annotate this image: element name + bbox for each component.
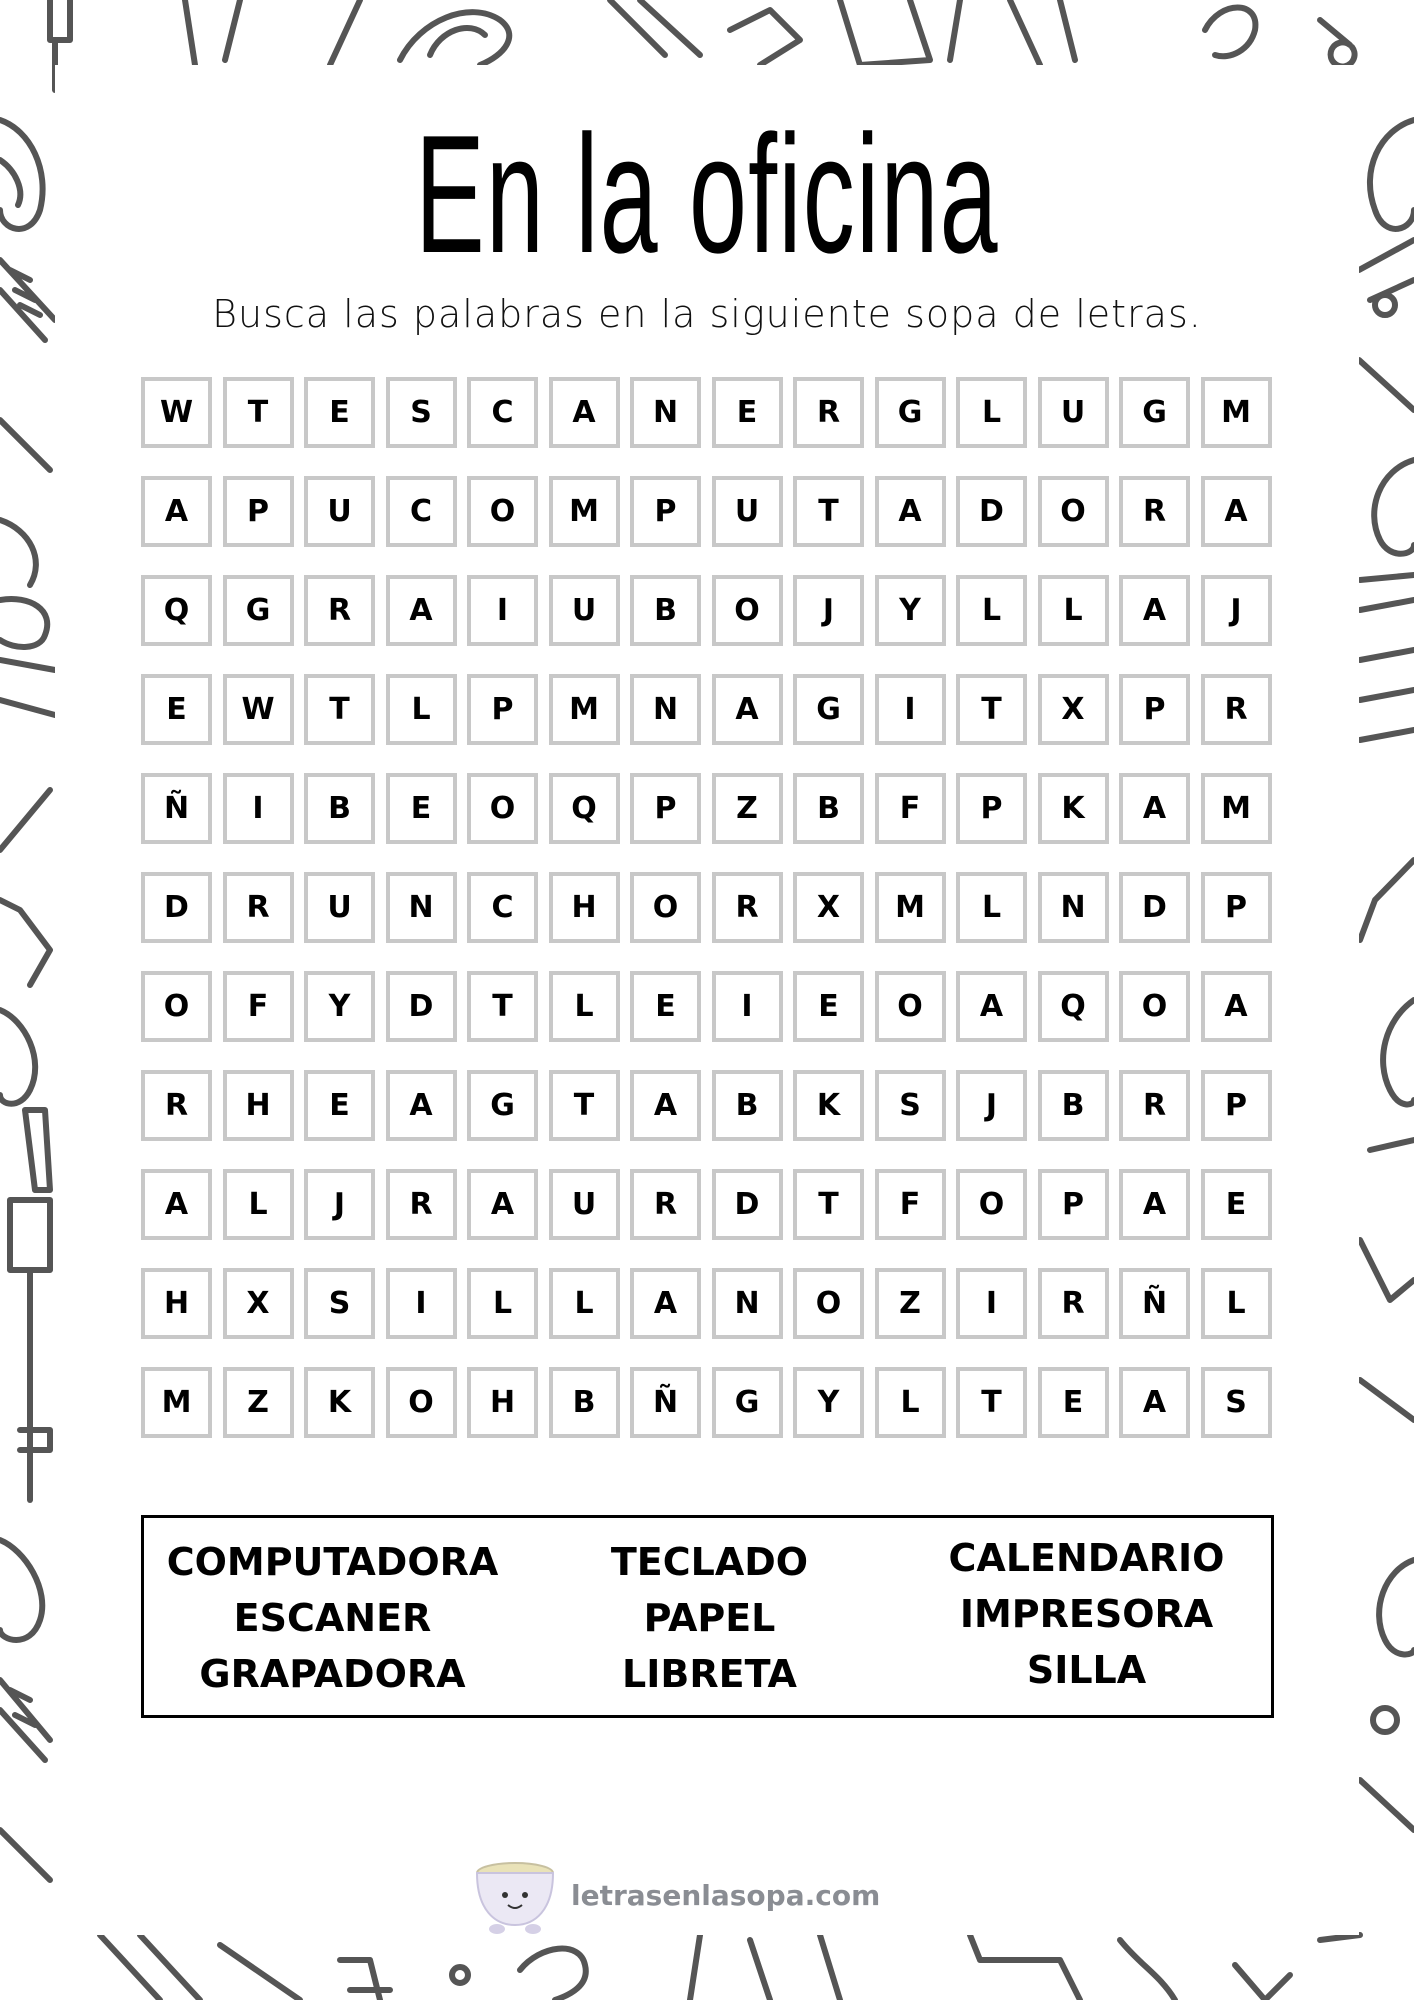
grid-cell: T (304, 674, 375, 745)
grid-cell: Z (712, 773, 783, 844)
word-list-column (144, 1534, 521, 1702)
grid-cell: T (793, 476, 864, 547)
grid-cell: T (956, 674, 1027, 745)
grid-cell: R (1119, 1070, 1190, 1141)
grid-cell: N (630, 674, 701, 745)
grid-cell: H (223, 1070, 294, 1141)
word-list-item: CALENDARIO (948, 1536, 1225, 1580)
grid-cell: U (712, 476, 783, 547)
grid-cell: M (141, 1367, 212, 1438)
word-list-item: SILLA (1026, 1648, 1147, 1692)
grid-cell: N (712, 1268, 783, 1339)
grid-cell: R (141, 1070, 212, 1141)
grid-cell: I (223, 773, 294, 844)
grid-cell: S (386, 377, 457, 448)
grid-cell: M (549, 476, 620, 547)
grid-cell: L (467, 1268, 538, 1339)
grid-cell: O (630, 872, 701, 943)
grid-cell: A (1119, 1169, 1190, 1240)
grid-cell: I (386, 1268, 457, 1339)
grid-cell: K (304, 1367, 375, 1438)
grid-cell: P (1038, 1169, 1109, 1240)
grid-cell: N (630, 377, 701, 448)
grid-cell: A (875, 476, 946, 547)
grid-cell: C (467, 872, 538, 943)
grid-cell: D (712, 1169, 783, 1240)
grid-cell: D (386, 971, 457, 1042)
grid-cell: A (1119, 575, 1190, 646)
word-list-box (141, 1515, 1274, 1718)
word-search-grid (141, 377, 1274, 1438)
grid-cell: E (1201, 1169, 1272, 1240)
grid-cell: Z (223, 1367, 294, 1438)
grid-cell: N (386, 872, 457, 943)
grid-cell: J (956, 1070, 1027, 1141)
grid-cell: P (630, 476, 701, 547)
grid-cell: L (223, 1169, 294, 1240)
grid-cell: M (1201, 377, 1272, 448)
grid-cell: W (223, 674, 294, 745)
grid-cell: A (1201, 476, 1272, 547)
grid-cell: O (141, 971, 212, 1042)
grid-cell: T (223, 377, 294, 448)
grid-cell: Q (1038, 971, 1109, 1042)
grid-cell: D (1119, 872, 1190, 943)
grid-cell: H (141, 1268, 212, 1339)
grid-cell: P (1119, 674, 1190, 745)
grid-cell: Q (141, 575, 212, 646)
grid-cell: M (1201, 773, 1272, 844)
grid-cell: B (1038, 1070, 1109, 1141)
grid-cell: L (1038, 575, 1109, 646)
word-list-item: IMPRESORA (959, 1592, 1214, 1636)
word-list-column (898, 1530, 1275, 1698)
grid-cell: E (793, 971, 864, 1042)
grid-cell: R (1201, 674, 1272, 745)
grid-cell: P (956, 773, 1027, 844)
word-list-item: COMPUTADORA (166, 1540, 499, 1584)
grid-cell: H (467, 1367, 538, 1438)
grid-cell: P (223, 476, 294, 547)
grid-cell: R (386, 1169, 457, 1240)
grid-cell: N (1038, 872, 1109, 943)
grid-cell: A (386, 1070, 457, 1141)
grid-cell: L (549, 1268, 620, 1339)
grid-cell: L (956, 575, 1027, 646)
page-title: En la oficina (415, 100, 999, 288)
grid-cell: R (630, 1169, 701, 1240)
grid-cell: O (467, 476, 538, 547)
grid-cell: Ñ (141, 773, 212, 844)
grid-cell: A (141, 476, 212, 547)
grid-cell: A (712, 674, 783, 745)
grid-cell: B (549, 1367, 620, 1438)
grid-cell: I (956, 1268, 1027, 1339)
grid-cell: T (549, 1070, 620, 1141)
grid-cell: U (304, 476, 375, 547)
grid-cell: B (304, 773, 375, 844)
grid-cell: A (141, 1169, 212, 1240)
grid-cell: F (875, 773, 946, 844)
grid-cell: A (1119, 773, 1190, 844)
grid-cell: A (467, 1169, 538, 1240)
grid-cell: O (1038, 476, 1109, 547)
grid-cell: A (956, 971, 1027, 1042)
grid-cell: G (793, 674, 864, 745)
grid-cell: T (956, 1367, 1027, 1438)
grid-cell: R (1119, 476, 1190, 547)
grid-cell: A (1201, 971, 1272, 1042)
grid-cell: R (304, 575, 375, 646)
grid-cell: E (141, 674, 212, 745)
grid-cell: P (467, 674, 538, 745)
grid-cell: O (467, 773, 538, 844)
grid-cell: Z (875, 1268, 946, 1339)
grid-cell: E (630, 971, 701, 1042)
grid-cell: J (793, 575, 864, 646)
grid-cell: L (956, 377, 1027, 448)
grid-cell: A (386, 575, 457, 646)
grid-cell: Y (793, 1367, 864, 1438)
grid-cell: U (549, 1169, 620, 1240)
grid-cell: L (956, 872, 1027, 943)
grid-cell: T (793, 1169, 864, 1240)
grid-cell: X (1038, 674, 1109, 745)
grid-cell: A (549, 377, 620, 448)
grid-cell: O (956, 1169, 1027, 1240)
word-list-item: TECLADO (610, 1540, 809, 1584)
grid-cell: C (386, 476, 457, 547)
word-list-item: LIBRETA (622, 1652, 797, 1696)
grid-cell: D (956, 476, 1027, 547)
grid-cell: G (223, 575, 294, 646)
grid-cell: G (712, 1367, 783, 1438)
word-list-item: ESCANER (233, 1596, 432, 1640)
grid-cell: T (467, 971, 538, 1042)
grid-cell: W (141, 377, 212, 448)
grid-cell: I (712, 971, 783, 1042)
grid-cell: J (1201, 575, 1272, 646)
grid-cell: M (875, 872, 946, 943)
grid-cell: I (467, 575, 538, 646)
grid-cell: U (549, 575, 620, 646)
word-list-column (521, 1534, 898, 1702)
word-list-item: PAPEL (643, 1596, 776, 1640)
grid-cell: X (223, 1268, 294, 1339)
grid-cell: O (1119, 971, 1190, 1042)
grid-cell: F (875, 1169, 946, 1240)
grid-cell: Ñ (630, 1367, 701, 1438)
grid-cell: P (1201, 872, 1272, 943)
grid-cell: R (712, 872, 783, 943)
grid-cell: E (386, 773, 457, 844)
grid-cell: X (793, 872, 864, 943)
grid-cell: S (875, 1070, 946, 1141)
grid-cell: S (1201, 1367, 1272, 1438)
grid-cell: A (1119, 1367, 1190, 1438)
grid-cell: Y (875, 575, 946, 646)
grid-cell: G (1119, 377, 1190, 448)
grid-cell: A (630, 1070, 701, 1141)
grid-cell: U (1038, 377, 1109, 448)
grid-cell: K (1038, 773, 1109, 844)
grid-cell: B (712, 1070, 783, 1141)
grid-cell: G (467, 1070, 538, 1141)
site-link[interactable]: letrasenlasopa.com (571, 1878, 881, 1912)
grid-cell: L (549, 971, 620, 1042)
grid-cell: P (630, 773, 701, 844)
grid-cell: Q (549, 773, 620, 844)
grid-cell: O (712, 575, 783, 646)
grid-cell: G (875, 377, 946, 448)
grid-cell: Y (304, 971, 375, 1042)
grid-cell: L (875, 1367, 946, 1438)
bowl-mascot-icon (465, 1855, 565, 1935)
grid-cell: A (630, 1268, 701, 1339)
grid-cell: S (304, 1268, 375, 1339)
grid-cell: R (1038, 1268, 1109, 1339)
grid-cell: H (549, 872, 620, 943)
grid-cell: B (630, 575, 701, 646)
grid-cell: P (1201, 1070, 1272, 1141)
page-subtitle: Busca las palabras en la siguiente sopa de letras. (212, 292, 1202, 336)
grid-cell: L (1201, 1268, 1272, 1339)
grid-cell: K (793, 1070, 864, 1141)
grid-cell: D (141, 872, 212, 943)
grid-cell: O (793, 1268, 864, 1339)
grid-cell: Ñ (1119, 1268, 1190, 1339)
grid-cell: R (223, 872, 294, 943)
grid-cell: E (304, 1070, 375, 1141)
grid-cell: L (386, 674, 457, 745)
grid-cell: R (793, 377, 864, 448)
grid-cell: U (304, 872, 375, 943)
grid-cell: E (1038, 1367, 1109, 1438)
word-list-item: GRAPADORA (199, 1652, 466, 1696)
grid-cell: I (875, 674, 946, 745)
grid-cell: O (386, 1367, 457, 1438)
footer (465, 1855, 880, 1935)
grid-cell: F (223, 971, 294, 1042)
grid-cell: B (793, 773, 864, 844)
grid-cell: O (875, 971, 946, 1042)
grid-cell: E (712, 377, 783, 448)
grid-cell: J (304, 1169, 375, 1240)
grid-cell: E (304, 377, 375, 448)
grid-cell: C (467, 377, 538, 448)
grid-cell: M (549, 674, 620, 745)
